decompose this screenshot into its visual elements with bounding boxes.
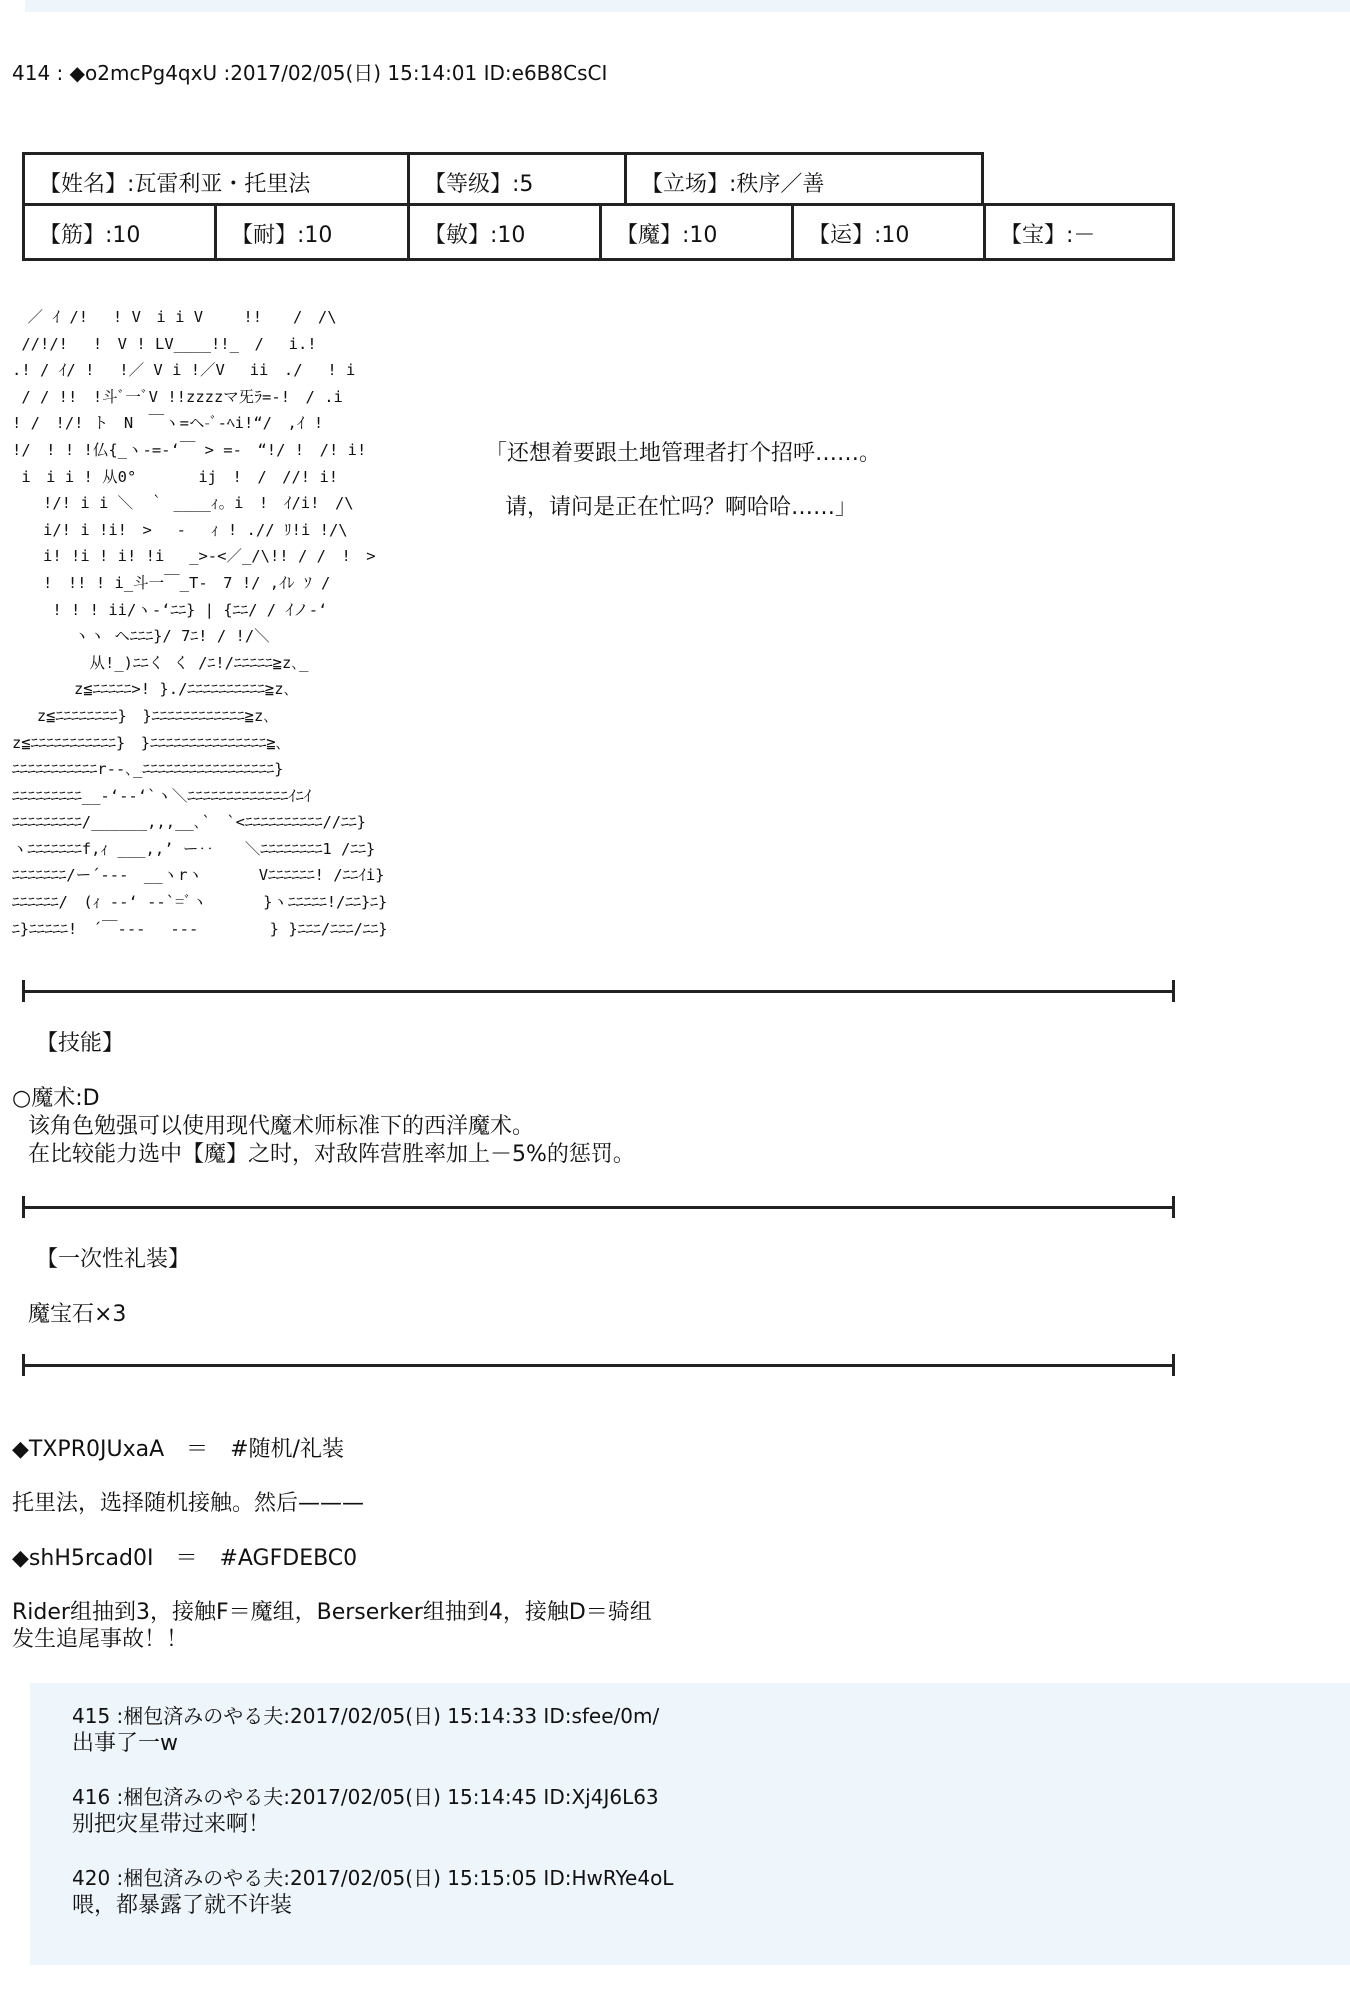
reply-header: 420 :梱包済みのやる夫:2017/02/05(日) 15:15:05 ID:HwRYe4oL xyxy=(72,1866,674,1890)
skill-desc-2: 在比较能力选中【魔】之时，对敌阵营胜率加上－5%的惩罚。 xyxy=(28,1142,635,1167)
stat-noble-phantasm: 【宝】:－ xyxy=(983,206,1175,258)
replies-box xyxy=(30,1683,1350,1965)
ascii-art: ／ ｲ /! ! V i i V !! / /\ //!/! ! V ! LV____!!_ / i.! .! / ｲ/ ! !／ V i !／V ii ./ ! i / / !! !斗ﾞ一ﾞV !!zzzzマ旡ﾗ=-! / .i ! / !/! ト N ￣ヽ=ヘ-ﾞ-ﾍi!“/ ,ｲ ! !/ ! ! !仏{_ヽ-=-‘￣ > =- “!/ ! /! i! i i i ! 从0° ij ! / //! i! !/! i i ＼ ｀ ____ｨ。i ! ｲ/i! /\ i/! i !i! > ‐ ｨ ! .// ﾘ!i !/\ i! !i ! i! !i _>-<／_/\!! / / ! > ! !! ! i_斗一￣_T- 7 !/ ,ｲﾚ ｿ / ! ! ! ii/ヽ-‘ﾆﾆ} | {ﾆﾆ/ / ｲノ-‘ ヽヽ ヘﾆﾆﾆ}/ 7ﾆ! / !/＼ 从!_)ﾆﾆく く /ﾆ!/ﾆﾆﾆﾆﾆ≧z､_ z≦ﾆﾆﾆﾆﾆ>! }./ﾆﾆﾆﾆﾆﾆﾆﾆﾆﾆ≧z､ z≦ﾆﾆﾆﾆﾆﾆﾆﾆ} }ﾆﾆﾆﾆﾆﾆﾆﾆﾆﾆﾆﾆ≧z､ z≦ﾆﾆﾆﾆﾆﾆﾆﾆﾆﾆﾆ} }ﾆﾆﾆﾆﾆﾆﾆﾆﾆﾆﾆﾆﾆﾆﾆ≧､ ﾆﾆﾆﾆﾆﾆﾆﾆﾆﾆﾆr--､_ﾆﾆﾆﾆﾆﾆﾆﾆﾆﾆﾆﾆﾆﾆﾆﾆﾆ} ﾆﾆﾆﾆﾆﾆﾆﾆﾆ__-‘--‘`ヽ＼ﾆﾆﾆﾆﾆﾆﾆﾆﾆﾆﾆﾆﾆｲﾆｲ ﾆﾆﾆﾆﾆﾆﾆﾆﾆ/______,,,__､` `<ﾆﾆﾆﾆﾆﾆﾆﾆﾆﾆ//ﾆﾆ} ヽﾆﾆﾆﾆﾆﾆﾆf,ｨ ___,,’ ー‥ ＼ﾆﾆﾆﾆﾆﾆﾆﾆ1 /ﾆﾆ} ﾆﾆﾆﾆﾆﾆﾆ/ー´‐‐‐ __ヽrヽ Vﾆﾆﾆﾆﾆﾆ! /ﾆﾆｲi} ﾆﾆﾆﾆﾆﾆ/ (ｨ --‘ ‐‐`=ﾞヽ }ヽﾆﾆﾆﾆﾆ!/ﾆﾆ}ﾆ} ﾆ}ﾆﾆﾆﾆﾆ! ´￣‐‐‐ ‐‐‐ } }ﾆﾆﾆ/ﾆﾆﾆ/ﾆﾆ} xyxy=(12,308,388,938)
stat-agility: 【敏】:10 xyxy=(407,206,599,258)
stat-magic: 【魔】:10 xyxy=(599,206,791,258)
divider xyxy=(22,1364,1175,1367)
roll-1-text: 托里法，选择随机接触。然后——— xyxy=(12,1491,365,1516)
status-row-1 xyxy=(22,152,984,205)
roll-2: ◆shH5rcad0I ＝ #AGFDEBC0 xyxy=(12,1546,358,1571)
roll-1: ◆TXPR0JUxaA ＝ #随机/礼装 xyxy=(12,1437,344,1462)
status-row-2 xyxy=(22,203,1175,261)
top-band xyxy=(25,0,1350,12)
reply-body: 出事了一w xyxy=(72,1731,178,1756)
skill-name: ○魔术:D xyxy=(12,1086,100,1111)
roll-2-text-a: Rider组抽到3，接触F＝魔组，Berserker组抽到4，接触D＝骑组 xyxy=(12,1600,652,1625)
post-header: 414 : ◆o2mcPg4qxU :2017/02/05(日) 15:14:01 ID:e6B8CsCI xyxy=(12,61,608,85)
status-level: 【等级】:5 xyxy=(407,155,624,205)
reply-body: 喂，都暴露了就不许装 xyxy=(72,1893,293,1918)
stat-strength: 【筋】:10 xyxy=(22,206,214,258)
items-title: 【一次性礼装】 xyxy=(36,1247,191,1272)
reply-header: 415 :梱包済みのやる夫:2017/02/05(日) 15:14:33 ID:sfee/0m/ xyxy=(72,1704,660,1728)
reply-body: 别把灾星带过来啊！ xyxy=(72,1812,271,1837)
quote-line-2: 请，请问是正在忙吗？啊哈哈……」 xyxy=(505,495,858,520)
quote-line-1: 「还想着要跟土地管理者打个招呼……。 xyxy=(485,441,882,466)
skill-desc-1: 该角色勉强可以使用现代魔术师标准下的西洋魔术。 xyxy=(28,1114,535,1139)
status-name: 【姓名】:瓦雷利亚・托里法 xyxy=(22,155,407,205)
skills-title: 【技能】 xyxy=(36,1031,125,1056)
divider xyxy=(22,1206,1175,1209)
stat-endurance: 【耐】:10 xyxy=(214,206,407,258)
reply-header: 416 :梱包済みのやる夫:2017/02/05(日) 15:14:45 ID:Xj4J6L63 xyxy=(72,1785,659,1809)
status-alignment: 【立场】:秩序／善 xyxy=(624,155,984,205)
item-entry: 魔宝石×3 xyxy=(28,1302,127,1327)
roll-2-text-b: 发生追尾事故！！ xyxy=(12,1627,189,1652)
stat-luck: 【运】:10 xyxy=(791,206,983,258)
divider xyxy=(22,990,1175,993)
